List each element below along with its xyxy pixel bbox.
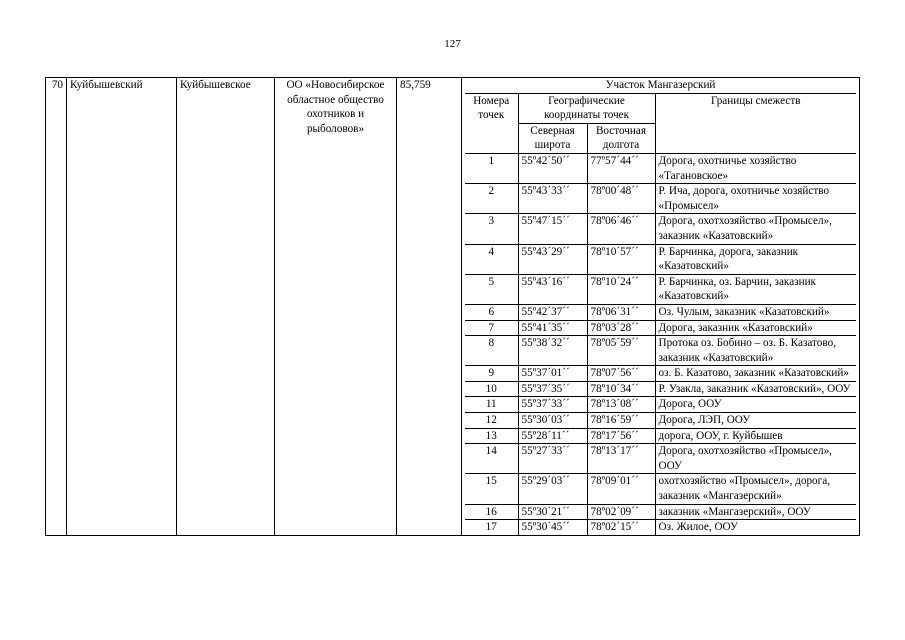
table-row [465, 320, 856, 336]
longitude-value: 78º07´56´´ [587, 366, 655, 382]
border-description: Протока оз. Бобино – оз. Б. Казатово, заказник «Казатовский» [655, 336, 856, 366]
territory-table [45, 77, 860, 536]
latitude-value: 55º43´33´´ [518, 184, 587, 214]
table-row [465, 397, 856, 413]
latitude-value: 55º42´50´´ [518, 153, 587, 183]
latitude-value: 55º37´33´´ [518, 397, 587, 413]
area-value: 85,759 [397, 78, 462, 536]
longitude-value: 78º09´01´´ [587, 474, 655, 504]
border-description: Дорога, охотхозяйство «Промысел», заказник «Казатовский» [655, 214, 856, 244]
border-description: Дорога, заказник «Казатовский» [655, 320, 856, 336]
longitude-value: 78º10´34´´ [587, 381, 655, 397]
point-number: 2 [465, 184, 518, 214]
point-number: 8 [465, 336, 518, 366]
point-number: 4 [465, 244, 518, 274]
table-row [465, 366, 856, 382]
latitude-value: 55º43´29´´ [518, 244, 587, 274]
header-borders: Границы смежеств [655, 93, 856, 153]
point-number: 13 [465, 428, 518, 444]
table-row [465, 184, 856, 214]
table-row [465, 214, 856, 244]
longitude-value: 78º10´24´´ [587, 274, 655, 304]
latitude-value: 55º27´33´´ [518, 444, 587, 474]
border-description: охотхозяйство «Промысел», дорога, заказник «Мангазерский» [655, 474, 856, 504]
coordinates-table [465, 78, 856, 535]
table-row [465, 381, 856, 397]
border-description: Дорога, ЛЭП, ООУ [655, 413, 856, 429]
latitude-value: 55º42´37´´ [518, 304, 587, 320]
border-description: Оз. Чулым, заказник «Казатовский» [655, 304, 856, 320]
border-description: дорога, ООУ, г. Куйбышев [655, 428, 856, 444]
point-number: 1 [465, 153, 518, 183]
border-description: Р. Ича, дорога, охотничье хозяйство «Промысел» [655, 184, 856, 214]
longitude-value: 78º02´15´´ [587, 520, 655, 535]
latitude-value: 55º38´32´´ [518, 336, 587, 366]
border-description: заказник «Мангазерский», ООУ [655, 504, 856, 520]
table-row [465, 244, 856, 274]
point-number: 9 [465, 366, 518, 382]
latitude-value: 55º43´16´´ [518, 274, 587, 304]
header-longitude: Восточная долгота [587, 123, 655, 153]
table-row [465, 520, 856, 535]
latitude-value: 55º37´01´´ [518, 366, 587, 382]
district-name: Куйбышевский [67, 78, 177, 536]
table-row [465, 413, 856, 429]
table-row [465, 428, 856, 444]
longitude-value: 78º03´28´´ [587, 320, 655, 336]
longitude-value: 78º06´46´´ [587, 214, 655, 244]
longitude-value: 78º13´17´´ [587, 444, 655, 474]
table-row [465, 274, 856, 304]
plot-cell [462, 78, 860, 536]
longitude-value: 78º17´56´´ [587, 428, 655, 444]
page-number: 127 [444, 38, 461, 50]
table-row [465, 474, 856, 504]
point-number: 10 [465, 381, 518, 397]
longitude-value: 78º00´48´´ [587, 184, 655, 214]
point-number: 14 [465, 444, 518, 474]
table-row [465, 304, 856, 320]
longitude-value: 77º57´44´´ [587, 153, 655, 183]
table-row [465, 504, 856, 520]
longitude-value: 78º16´59´´ [587, 413, 655, 429]
point-number: 7 [465, 320, 518, 336]
border-description: Р. Барчинка, оз. Барчин, заказник «Казатовский» [655, 274, 856, 304]
border-description: Оз. Жилое, ООУ [655, 520, 856, 535]
table-row [465, 444, 856, 474]
point-number: 6 [465, 304, 518, 320]
latitude-value: 55º41´35´´ [518, 320, 587, 336]
border-description: Р. Барчинка, дорога, заказник «Казатовский» [655, 244, 856, 274]
row-number: 70 [46, 78, 67, 536]
point-number: 16 [465, 504, 518, 520]
latitude-value: 55º30´21´´ [518, 504, 587, 520]
longitude-value: 78º05´59´´ [587, 336, 655, 366]
latitude-value: 55º29´03´´ [518, 474, 587, 504]
plot-title: Участок Мангазерский [465, 78, 856, 93]
border-description: Р. Узакла, заказник «Казатовский», ООУ [655, 381, 856, 397]
settlement-name: Куйбышевское [177, 78, 275, 536]
organization-name: ОО «Новосибирское областное общество охотников и рыболовов» [275, 78, 397, 536]
latitude-value: 55º30´03´´ [518, 413, 587, 429]
latitude-value: 55º47´15´´ [518, 214, 587, 244]
point-number: 3 [465, 214, 518, 244]
latitude-value: 55º37´35´´ [518, 381, 587, 397]
table-row [465, 336, 856, 366]
longitude-value: 78º02´09´´ [587, 504, 655, 520]
latitude-value: 55º30´45´´ [518, 520, 587, 535]
longitude-value: 78º06´31´´ [587, 304, 655, 320]
point-number: 15 [465, 474, 518, 504]
header-point-number: Номера точек [465, 93, 518, 153]
point-number: 12 [465, 413, 518, 429]
header-geo-coordinates: Географические координаты точек [518, 93, 655, 123]
border-description: Дорога, охотхозяйство «Промысел», ООУ [655, 444, 856, 474]
table-row [465, 153, 856, 183]
latitude-value: 55º28´11´´ [518, 428, 587, 444]
header-latitude: Северная широта [518, 123, 587, 153]
border-description: оз. Б. Казатово, заказник «Казатовский» [655, 366, 856, 382]
border-description: Дорога, охотничье хозяйство «Тагановское» [655, 153, 856, 183]
longitude-value: 78º10´57´´ [587, 244, 655, 274]
longitude-value: 78º13´08´´ [587, 397, 655, 413]
point-number: 5 [465, 274, 518, 304]
point-number: 11 [465, 397, 518, 413]
border-description: Дорога, ООУ [655, 397, 856, 413]
point-number: 17 [465, 520, 518, 535]
